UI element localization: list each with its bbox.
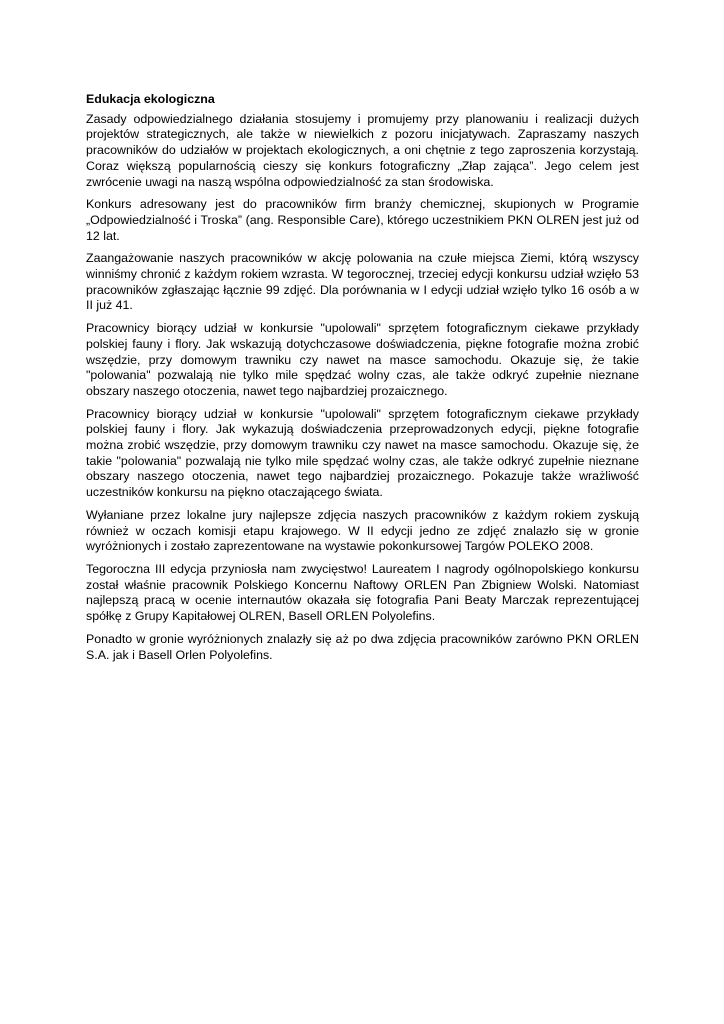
paragraph-3: Zaangażowanie naszych pracowników w akcję polowania na czułe miejsca Ziemi, którą wszyscy winniśmy chronić z każdym rokiem wzrasta. W tegorocznej, trzeciej edycji konkursu udział wzięło 53 pracowników zgłaszając łącznie 99 zdjęć. Dla porównania w I edycji udział wzięło tylko 16 osób a w II już 41. <box>86 251 639 313</box>
paragraph-4: Pracownicy biorący udział w konkursie "upolowali" sprzętem fotograficznym ciekawe przykłady polskiej fauny i flory. Jak wskazują dotychczasowe doświadczenia, piękne fotografie można zrobić wszędzie, przy domowym trawniku czy nawet na masce samochodu. Okazuje się, że takie "polowania" pozwalają nie tylko mile spędzać wolny czas, ale także odkryć zupełnie nieznane obszary naszego otoczenia, nawet tego najbardziej prozaicznego. <box>86 321 639 398</box>
paragraph-7: Tegoroczna III edycja przyniosła nam zwycięstwo! Laureatem I nagrody ogólnopolskiego konkursu został właśnie pracownik Polskiego Koncernu Naftowy ORLEN Pan Zbigniew Wolski. Natomiast najlepszą pracą w ocenie internautów okazała się fotografia Pani Beaty Marczak reprezentującej spółkę z Grupy Kapitałowej OLREN, Basell ORLEN Polyolefins. <box>86 561 639 624</box>
paragraph-6: Wyłaniane przez lokalne jury najlepsze zdjęcia naszych pracowników z każdym rokiem zyskują również w oczach komisji etapu krajowego. W II edycji jedno ze zdjęć znalazło się w gronie wyróżnionych i zostało zaprezentowane na wystawie pokonkursowej Targów POLEKO 2008. <box>86 507 639 554</box>
paragraph-2: Konkurs adresowany jest do pracowników firm branży chemicznej, skupionych w Programie „Odpowiedzialność i Troska” (ang. Responsible Care), którego uczestnikiem PKN OLREN jest już od 12 lat. <box>86 197 639 243</box>
document-page <box>86 92 639 670</box>
paragraph-5: Pracownicy biorący udział w konkursie "upolowali" sprzętem fotograficznym ciekawe przykłady polskiej fauny i flory. Jak wykazują doświadczenia przeprowadzonych edycji, piękne fotografie można zrobić wszędzie, przy domowym trawniku czy nawet na masce samochodu. Okazuje się, że takie "polowania" pozwalają nie tylko mile spędzać wolny czas, ale także odkryć zupełnie nieznane obszary naszego otoczenia, nawet tego najbardziej prozaicznego. Pokazuje także wrażliwość uczestników konkursu na piękno otaczającego świata. <box>86 406 639 500</box>
paragraph-8: Ponadto w gronie wyróżnionych znalazły się aż po dwa zdjęcia pracowników zarówno PKN ORLEN S.A. jak i Basell Orlen Polyolefins. <box>86 631 639 662</box>
paragraph-1: Zasady odpowiedzialnego działania stosujemy i promujemy przy planowaniu i realizacji dużych projektów strategicznych, ale także w niewielkich z pozoru inicjatywach. Zapraszamy naszych pracowników do udziałów w projektach ekologicznych, a oni chętnie z tego zaproszenia korzystają. Coraz większą popularnością cieszy się konkurs fotograficzny „Złap zająca”. Jego celem jest zwrócenie uwagi na naszą wspólna odpowiedzialność za stan środowiska. <box>86 111 639 189</box>
document-title: Edukacja ekologiczna <box>86 92 215 106</box>
